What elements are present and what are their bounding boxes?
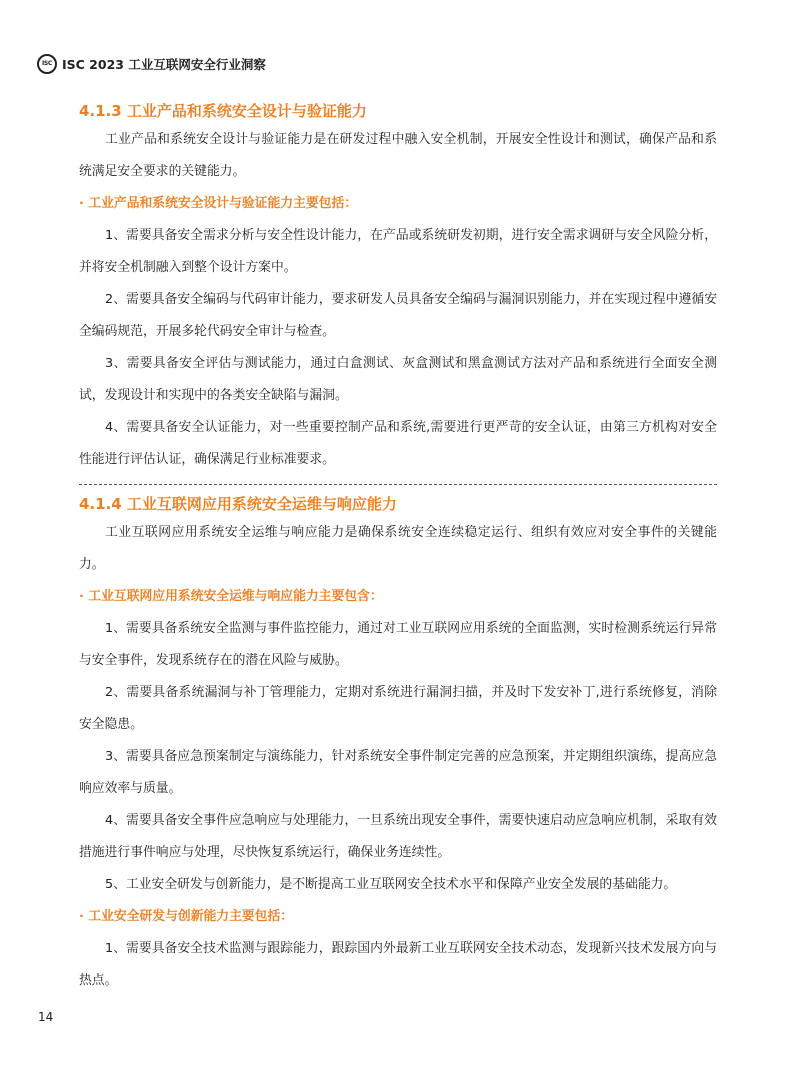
section-heading-4-1-4: 4.1.4 工业互联网应用系统安全运维与响应能力	[79, 495, 397, 513]
list-item: 1、需要具备安全技术监测与跟踪能力，跟踪国内外最新工业互联网安全技术动态，发现新兴技术发展方向与热点。	[79, 941, 717, 988]
list-item: 2、需要具备安全编码与代码审计能力，要求研发人员具备安全编码与漏洞识别能力，并在实现过程中遵循安全编码规范，开展多轮代码安全审计与检查。	[79, 292, 717, 339]
section-intro-4-1-4: 工业互联网应用系统安全运维与响应能力是确保系统安全连续稳定运行、组织有效应对安全事件的关键能力。	[79, 525, 717, 572]
page-number: 14	[38, 1010, 54, 1024]
section-intro-4-1-3: 工业产品和系统安全设计与验证能力是在研发过程中融入安全机制，开展安全性设计和测试，确保产品和系统满足安全要求的关键能力。	[79, 132, 717, 179]
list-item: 2、需要具备系统漏洞与补丁管理能力，定期对系统进行漏洞扫描，并及时下发安补丁,进行系统修复，消除安全隐患。	[79, 685, 717, 732]
page-content	[79, 98, 717, 997]
isc-logo: ISC	[37, 54, 57, 74]
section-heading-4-1-3: 4.1.3 工业产品和系统安全设计与验证能力	[79, 102, 367, 120]
list-item: 4、需要具备安全事件应急响应与处理能力，一旦系统出现安全事件，需要快速启动应急响应机制，采取有效措施进行事件响应与处理，尽快恢复系统运行，确保业务连续性。	[79, 813, 717, 860]
list-item: 3、需要具备应急预案制定与演练能力，针对系统安全事件制定完善的应急预案，并定期组织演练，提高应急响应效率与质量。	[79, 749, 717, 796]
page-header	[37, 53, 266, 75]
list-item: 1、需要具备安全需求分析与安全性设计能力，在产品或系统研发初期，进行安全需求调研与安全风险分析，并将安全机制融入到整个设计方案中。	[79, 228, 717, 275]
section-divider	[79, 484, 717, 485]
header-title: ISC 2023 工业互联网安全行业洞察	[62, 57, 266, 72]
list-item: 1、需要具备系统安全监测与事件监控能力，通过对工业互联网应用系统的全面监测，实时检测系统运行异常与安全事件，发现系统存在的潜在风险与威胁。	[79, 621, 717, 668]
subheading-rd-innovation: · 工业安全研发与创新能力主要包括：	[79, 909, 294, 924]
list-item: 5、工业安全研发与创新能力，是不断提高工业互联网安全技术水平和保障产业安全发展的基础能力。	[105, 877, 677, 892]
subheading-4-1-4: · 工业互联网应用系统安全运维与响应能力主要包含：	[79, 589, 383, 604]
list-item: 3、需要具备安全评估与测试能力，通过白盒测试、灰盒测试和黑盒测试方法对产品和系统进行全面安全测试，发现设计和实现中的各类安全缺陷与漏洞。	[79, 356, 717, 403]
subheading-4-1-3: · 工业产品和系统安全设计与验证能力主要包括：	[79, 196, 358, 211]
list-item: 4、需要具备安全认证能力，对一些重要控制产品和系统,需要进行更严苛的安全认证，由第三方机构对安全性能进行评估认证，确保满足行业标准要求。	[79, 420, 717, 467]
